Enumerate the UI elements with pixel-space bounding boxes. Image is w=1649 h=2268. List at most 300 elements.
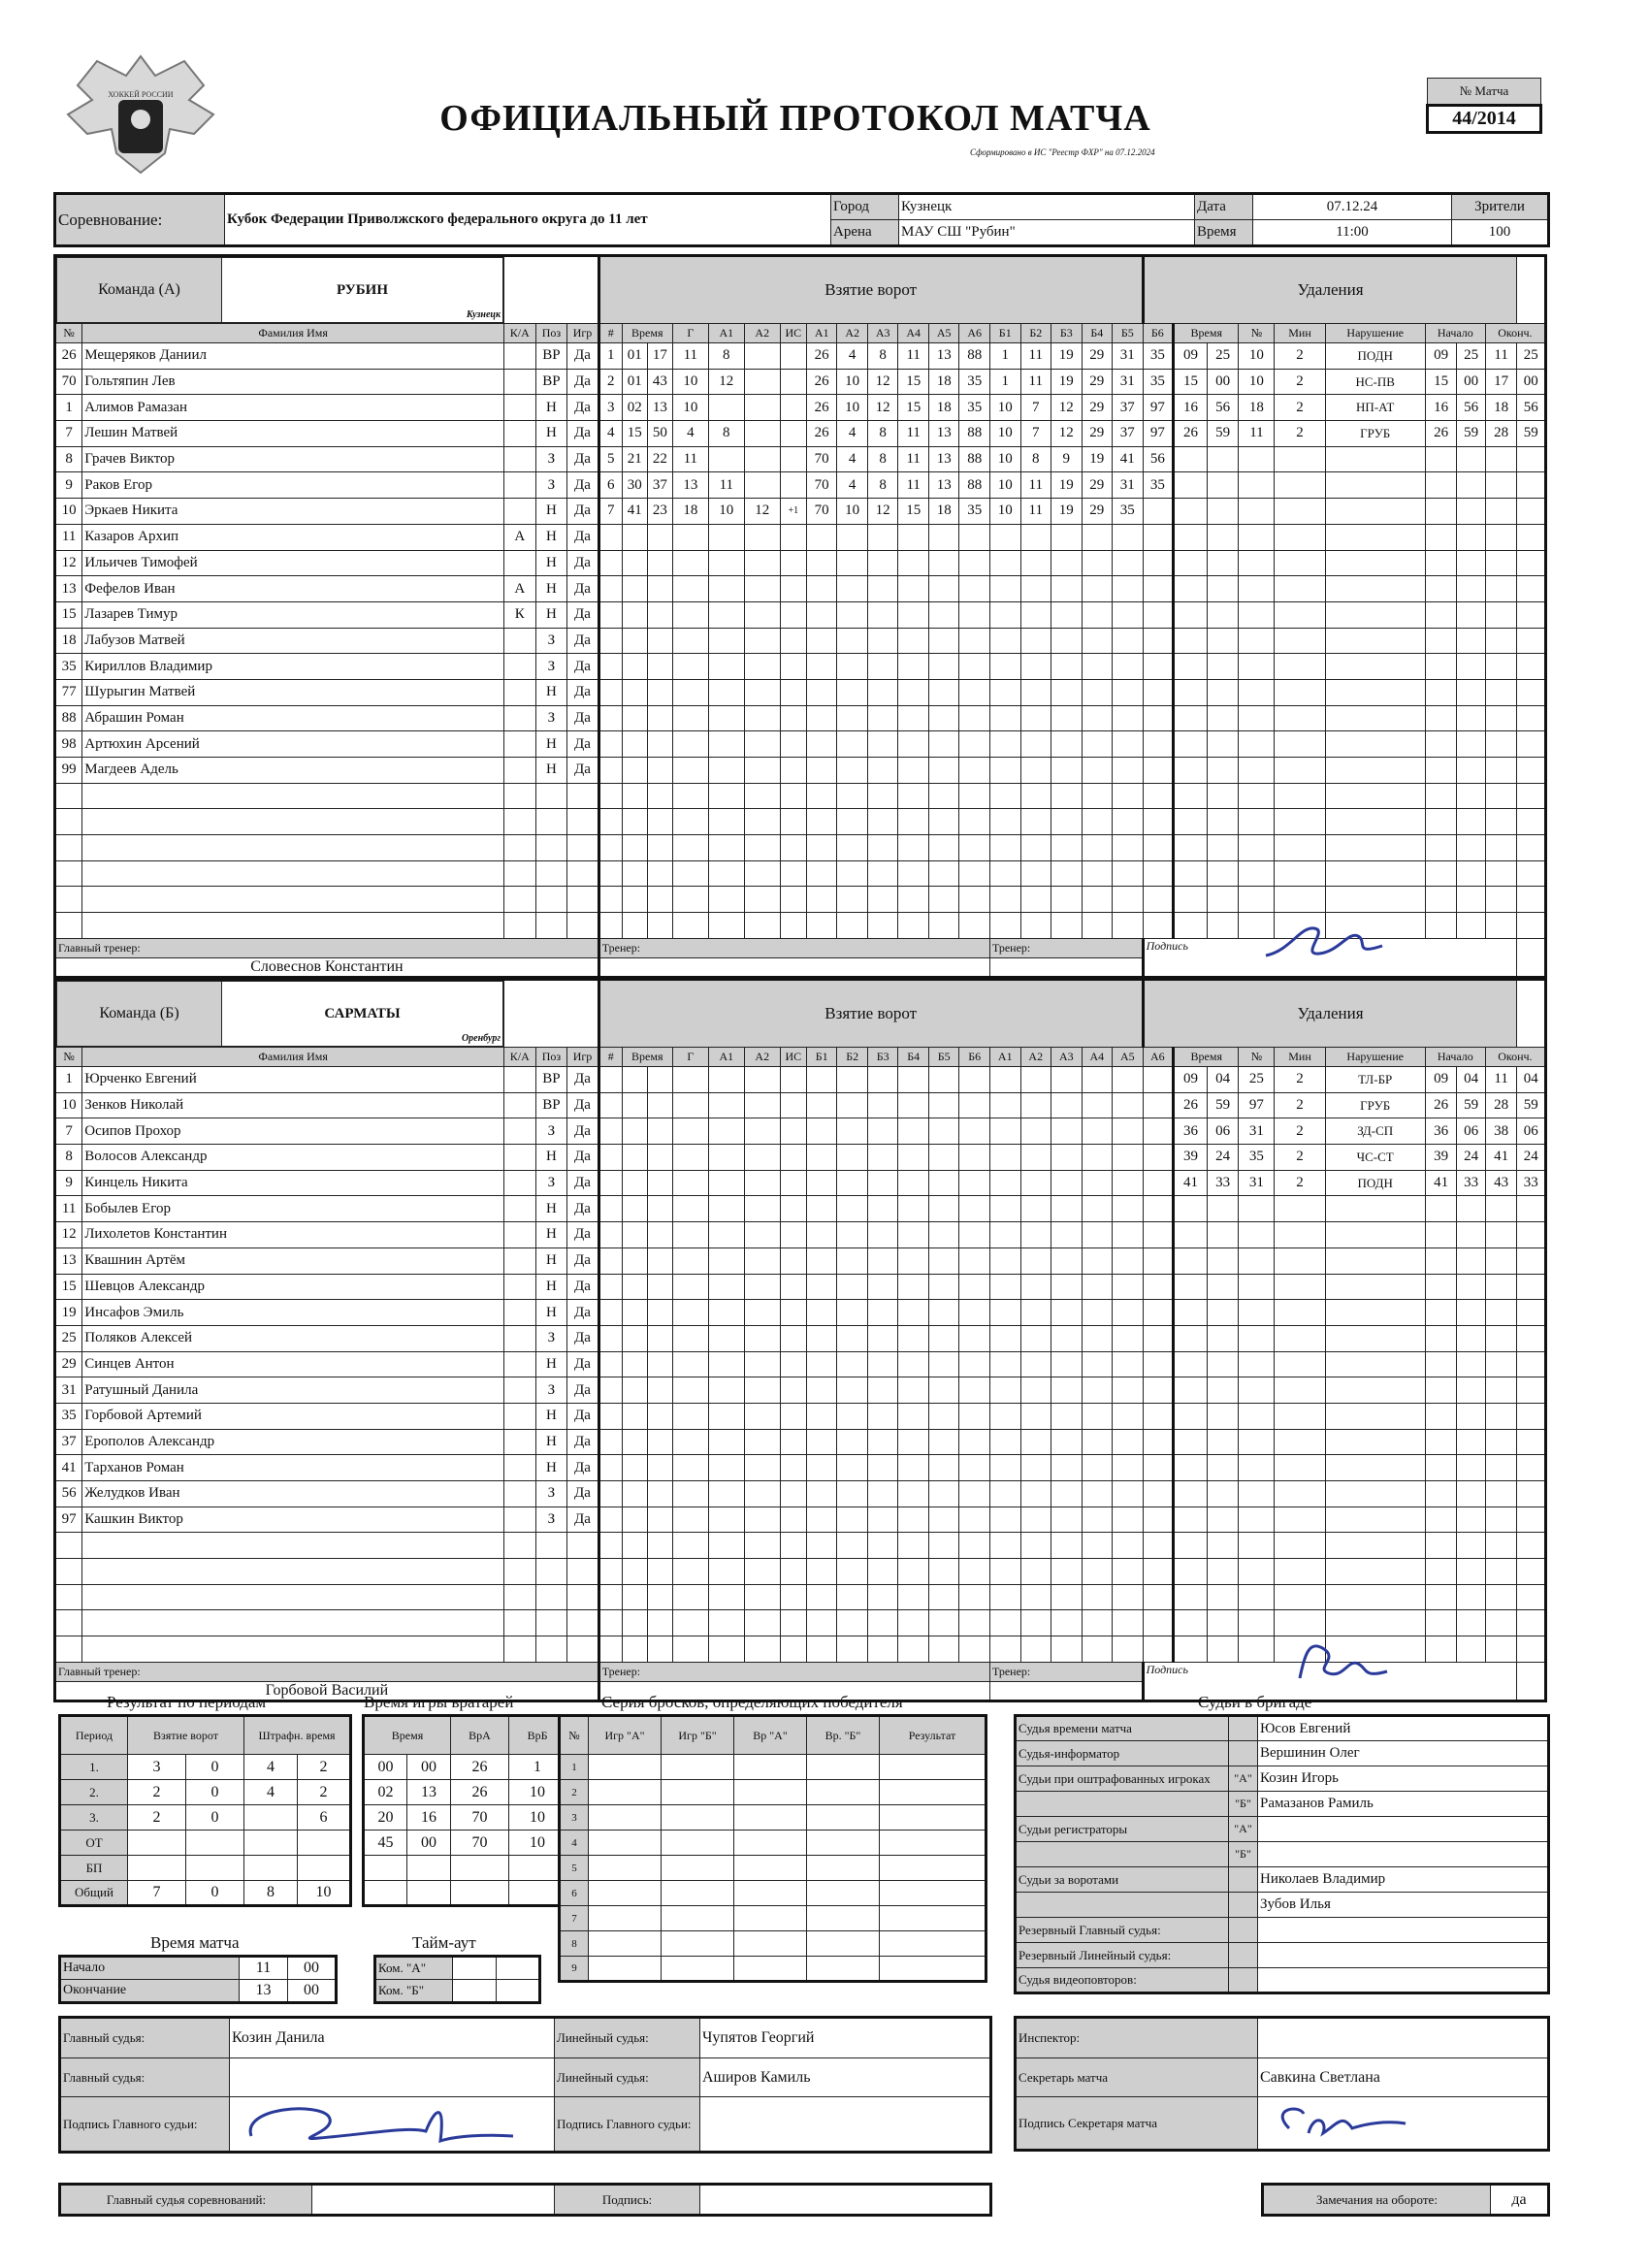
table-row	[364, 1805, 567, 1831]
pen-n: 18	[1239, 395, 1275, 421]
goal-no: 1	[598, 343, 622, 370]
table-row	[55, 1610, 1546, 1636]
team_b-city: Оренбург	[461, 1033, 501, 1044]
date-value: 07.12.24	[1253, 194, 1452, 220]
player-played: Да	[567, 421, 599, 447]
shootout-table	[558, 1714, 987, 1983]
player-pos: Н	[535, 576, 567, 602]
official-tag: "А"	[1229, 1766, 1258, 1792]
line-referee-1: Чупятов Георгий	[700, 2018, 991, 2058]
team_a-label: Команда (А)	[57, 258, 222, 323]
pen-ss: 00	[1207, 369, 1239, 395]
period-goals-a: 7	[128, 1881, 186, 1906]
player-played: Да	[567, 1455, 599, 1481]
match-end-label: Окончание	[60, 1980, 240, 2003]
player-played: Да	[567, 1092, 599, 1118]
player-ka	[504, 1145, 536, 1171]
secretary-label: Секретарь матча	[1016, 2058, 1258, 2097]
pen-min: 2	[1275, 343, 1325, 370]
player-number: 11	[55, 524, 82, 550]
player-ka	[504, 679, 536, 705]
shootout-no: 4	[560, 1831, 589, 1856]
team_b-label: Команда (Б)	[57, 982, 222, 1047]
goal-onice: 10	[989, 499, 1020, 525]
col-pos: Поз	[535, 1048, 567, 1067]
pen-viol: ГРУБ	[1325, 1092, 1425, 1118]
player-pos: З	[535, 1377, 567, 1404]
table-row	[60, 1780, 351, 1805]
table-row	[55, 499, 1546, 525]
remarks-value: да	[1491, 2185, 1549, 2216]
table-row	[55, 1455, 1546, 1481]
goal-no: 6	[598, 472, 622, 499]
team_b-coach2-label: Тренер:	[989, 1662, 1143, 1681]
player-number: 7	[55, 421, 82, 447]
team_b-sign-label: Подпись	[1143, 1662, 1517, 1701]
goal-onice: 18	[928, 395, 959, 421]
pen-n: 31	[1239, 1118, 1275, 1145]
col-pen-2: Мин	[1275, 324, 1325, 343]
team_b-goals-title: Взятие ворот	[598, 980, 1143, 1048]
official-value: Николаев Владимир	[1258, 1867, 1549, 1893]
goal-onice: 31	[1113, 369, 1144, 395]
goalie-b: 10	[509, 1780, 567, 1805]
player-name: Казаров Архип	[82, 524, 504, 550]
official-label	[1016, 1893, 1229, 1918]
player-number: 41	[55, 1455, 82, 1481]
pen-ss: 59	[1207, 1092, 1239, 1118]
timeout-table	[373, 1955, 541, 2004]
pen-emm: 28	[1485, 1092, 1517, 1118]
goal-onice: 8	[867, 446, 898, 472]
team_b-table	[53, 978, 1547, 1702]
goal-a1: 11	[708, 472, 744, 499]
timeout-a-label: Ком. "А"	[375, 1957, 453, 1980]
player-number: 35	[55, 654, 82, 680]
goal-is	[780, 395, 806, 421]
col-shootout-2: Игр "Б"	[662, 1716, 734, 1755]
col-goal-time: Время	[622, 1048, 672, 1067]
shootout-title: Серия бросков, определяющих победителя	[601, 1693, 903, 1711]
goal-onice: 4	[837, 446, 868, 472]
player-played: Да	[567, 1403, 599, 1429]
col-onice: Б6	[1143, 324, 1174, 343]
player-played: Да	[567, 550, 599, 576]
table-row	[1016, 1918, 1549, 1943]
pen-mm: 39	[1174, 1145, 1208, 1171]
pen-sss: 04	[1457, 1067, 1485, 1093]
goal-onice: 19	[1051, 343, 1083, 370]
table-row	[1016, 1792, 1549, 1817]
player-pos: Н	[535, 1455, 567, 1481]
shootout-no: 6	[560, 1881, 589, 1906]
team_b-head-coach-label: Главный тренер:	[55, 1662, 599, 1681]
team_b-name-text: САРМАТЫ	[324, 1005, 401, 1021]
col-ka: К/А	[504, 1048, 536, 1067]
player-ka	[504, 628, 536, 654]
match-number-label: № Матча	[1428, 79, 1541, 106]
goal-onice: 10	[989, 421, 1020, 447]
table-row	[55, 1533, 1546, 1559]
player-pos: Н	[535, 1222, 567, 1248]
match-number-box	[1426, 78, 1542, 134]
team_b-penalties-title: Удаления	[1143, 980, 1517, 1048]
table-row	[55, 1145, 1546, 1171]
official-value	[1258, 1842, 1549, 1867]
col-pen-1: №	[1239, 324, 1275, 343]
inspector-label: Инспектор:	[1016, 2018, 1258, 2058]
match-start-h: 11	[240, 1957, 288, 1980]
goal-min: 21	[622, 446, 647, 472]
player-name: Ерополов Александр	[82, 1429, 504, 1455]
goal-onice: 26	[806, 369, 837, 395]
player-name: Лабузов Матвей	[82, 628, 504, 654]
table-row	[55, 783, 1546, 809]
period-label: БП	[60, 1856, 128, 1881]
goal-onice: 11	[898, 472, 929, 499]
table-row	[1016, 1842, 1549, 1867]
official-value	[1258, 1817, 1549, 1842]
player-ka	[504, 395, 536, 421]
period-label: 3.	[60, 1805, 128, 1831]
table-row	[55, 1118, 1546, 1145]
table-row	[55, 1377, 1546, 1404]
table-row	[55, 1170, 1546, 1196]
goal-a2	[744, 421, 780, 447]
goal-a2	[744, 472, 780, 499]
player-pos: З	[535, 628, 567, 654]
table-row	[560, 1780, 986, 1805]
pen-ess: 06	[1517, 1118, 1546, 1145]
pen-smm: 26	[1425, 421, 1457, 447]
player-played: Да	[567, 369, 599, 395]
chief-referee-2-label: Главный судья:	[60, 2058, 230, 2097]
team_a-sign-label: Подпись	[1143, 938, 1517, 977]
player-number: 10	[55, 499, 82, 525]
table-row	[55, 1067, 1546, 1093]
player-number: 70	[55, 369, 82, 395]
player-name: Ратушный Данила	[82, 1377, 504, 1404]
table-row	[560, 1755, 986, 1780]
goal-a1: 8	[708, 343, 744, 370]
player-played: Да	[567, 343, 599, 370]
col-num: №	[55, 1048, 82, 1067]
player-played: Да	[567, 1351, 599, 1377]
official-tag	[1229, 1918, 1258, 1943]
player-name: Осипов Прохор	[82, 1118, 504, 1145]
goal-onice: 29	[1082, 395, 1113, 421]
goal-onice: 10	[989, 395, 1020, 421]
pen-ss: 04	[1207, 1067, 1239, 1093]
goal-sec: 23	[647, 499, 672, 525]
period-goals-a	[128, 1831, 186, 1856]
player-ka	[504, 1377, 536, 1404]
player-pos: З	[535, 1170, 567, 1196]
col-num: №	[55, 324, 82, 343]
col-goal-3: А1	[708, 324, 744, 343]
goal-onice: 19	[1082, 446, 1113, 472]
goal-onice: 8	[867, 472, 898, 499]
goal-onice: 10	[989, 446, 1020, 472]
col-goal-2: Г	[672, 1048, 708, 1067]
goal-sec: 17	[647, 343, 672, 370]
goalie-a	[451, 1881, 509, 1906]
player-pos: З	[535, 1118, 567, 1145]
goal-onice	[1143, 499, 1174, 525]
arena-label: Арена	[831, 220, 899, 246]
shootout-no: 8	[560, 1931, 589, 1957]
pen-mm: 26	[1174, 1092, 1208, 1118]
col-pen-5: Оконч.	[1485, 324, 1545, 343]
table-row	[55, 705, 1546, 731]
pen-ss: 06	[1207, 1118, 1239, 1145]
pen-mm: 09	[1174, 1067, 1208, 1093]
goal-onice: 70	[806, 499, 837, 525]
goal-min: 01	[622, 369, 647, 395]
table-row	[560, 1805, 986, 1831]
player-pos: Н	[535, 1300, 567, 1326]
goal-sec: 22	[647, 446, 672, 472]
goalie-a: 26	[451, 1780, 509, 1805]
pen-sss: 25	[1457, 343, 1485, 370]
player-ka	[504, 731, 536, 758]
sign-secretary-label: Подпись Секретаря матча	[1016, 2097, 1258, 2151]
official-label: Судьи за воротами	[1016, 1867, 1229, 1893]
goal-onice: 15	[898, 369, 929, 395]
table-row	[1016, 1968, 1549, 1993]
official-tag: "А"	[1229, 1817, 1258, 1842]
player-played: Да	[567, 1067, 599, 1093]
player-played: Да	[567, 472, 599, 499]
player-pos: ВР	[535, 1067, 567, 1093]
pen-viol: ПОДН	[1325, 1170, 1425, 1196]
team_b-name	[222, 982, 503, 1047]
goal-onice: 7	[1020, 395, 1051, 421]
col-onice: А3	[1051, 1048, 1083, 1067]
table-row	[1016, 1943, 1549, 1968]
pen-emm: 41	[1485, 1145, 1517, 1171]
col-onice: Б6	[959, 1048, 990, 1067]
player-name: Волосов Александр	[82, 1145, 504, 1171]
col-goalie-a: ВрА	[451, 1716, 509, 1755]
player-ka	[504, 343, 536, 370]
goal-no: 4	[598, 421, 622, 447]
player-name: Тарханов Роман	[82, 1455, 504, 1481]
goal-onice: 37	[1113, 421, 1144, 447]
goal-min: 15	[622, 421, 647, 447]
goal-onice: 35	[1143, 343, 1174, 370]
player-ka	[504, 1455, 536, 1481]
goalie-mm: 45	[364, 1831, 407, 1856]
player-ka: К	[504, 601, 536, 628]
player-name: Грачев Виктор	[82, 446, 504, 472]
goal-scorer: 13	[672, 472, 708, 499]
goal-onice: 88	[959, 343, 990, 370]
match-number: 44/2014	[1428, 106, 1541, 133]
pen-sss: 59	[1457, 1092, 1485, 1118]
table-row	[60, 1755, 351, 1780]
pen-min: 2	[1275, 369, 1325, 395]
col-onice: Б2	[837, 1048, 868, 1067]
col-onice: Б1	[806, 1048, 837, 1067]
goalie-b: 10	[509, 1831, 567, 1856]
player-number: 12	[55, 1222, 82, 1248]
goal-onice: 29	[1082, 421, 1113, 447]
goal-onice: 15	[898, 499, 929, 525]
pen-sss: 24	[1457, 1145, 1485, 1171]
goalie-mm	[364, 1881, 407, 1906]
col-goal-0: #	[598, 324, 622, 343]
goal-scorer: 18	[672, 499, 708, 525]
spectators-label: Зрители	[1452, 194, 1549, 220]
player-played: Да	[567, 731, 599, 758]
pen-smm: 15	[1425, 369, 1457, 395]
table-row	[560, 1881, 986, 1906]
player-number: 26	[55, 343, 82, 370]
col-shootout-5: Результат	[880, 1716, 986, 1755]
player-played: Да	[567, 628, 599, 654]
player-played: Да	[567, 446, 599, 472]
goalie-mm	[364, 1856, 407, 1881]
table-row	[55, 1300, 1546, 1326]
player-name: Абрашин Роман	[82, 705, 504, 731]
goal-onice: 12	[1051, 421, 1083, 447]
shootout-no: 9	[560, 1957, 589, 1982]
goal-onice: 26	[806, 343, 837, 370]
period-pim-a: 4	[244, 1755, 298, 1780]
player-ka	[504, 1429, 536, 1455]
team_a-head-coach-label: Главный тренер:	[55, 938, 599, 957]
city-label: Город	[831, 194, 899, 220]
table-row	[55, 1092, 1546, 1118]
pen-mm: 26	[1174, 421, 1208, 447]
player-ka	[504, 1325, 536, 1351]
period-goals-b	[186, 1856, 244, 1881]
col-onice: А1	[989, 1048, 1020, 1067]
pen-smm: 09	[1425, 343, 1457, 370]
player-name: Кашкин Виктор	[82, 1507, 504, 1533]
pen-ess: 24	[1517, 1145, 1546, 1171]
pen-emm: 43	[1485, 1170, 1517, 1196]
pen-ss: 59	[1207, 421, 1239, 447]
col-pen-0: Время	[1174, 324, 1239, 343]
pen-mm: 15	[1174, 369, 1208, 395]
goal-onice: 35	[1143, 472, 1174, 499]
player-pos: З	[535, 446, 567, 472]
arena-value: МАУ СШ "Рубин"	[899, 220, 1195, 246]
pen-viol: ГРУБ	[1325, 421, 1425, 447]
period-goals-b: 0	[186, 1780, 244, 1805]
goal-onice: 4	[837, 343, 868, 370]
player-played: Да	[567, 1196, 599, 1222]
player-number: 19	[55, 1300, 82, 1326]
match-end-m: 00	[288, 1980, 337, 2003]
goal-onice: 31	[1113, 343, 1144, 370]
pen-ess: 00	[1517, 369, 1546, 395]
player-name: Синцев Антон	[82, 1351, 504, 1377]
table-row	[55, 1274, 1546, 1300]
team_b-name-cell	[55, 980, 504, 1048]
goal-onice: 26	[806, 395, 837, 421]
col-shootout-3: Вр "А"	[734, 1716, 807, 1755]
goal-a2	[744, 343, 780, 370]
goal-scorer: 10	[672, 369, 708, 395]
match-time-title: Время матча	[150, 1933, 240, 1952]
goal-onice: 11	[1020, 472, 1051, 499]
col-shootout-0: №	[560, 1716, 589, 1755]
goalie-a	[451, 1856, 509, 1881]
goal-onice: 97	[1143, 395, 1174, 421]
goal-onice: 12	[1051, 395, 1083, 421]
goal-is	[780, 421, 806, 447]
player-number: 31	[55, 1377, 82, 1404]
official-value	[1258, 1968, 1549, 1993]
goal-a1	[708, 446, 744, 472]
pen-ss: 25	[1207, 343, 1239, 370]
goal-onice: 35	[959, 395, 990, 421]
player-played: Да	[567, 1429, 599, 1455]
pen-ess: 33	[1517, 1170, 1546, 1196]
player-pos: Н	[535, 1247, 567, 1274]
player-played: Да	[567, 524, 599, 550]
table-row	[364, 1881, 567, 1906]
team_a-head-coach: Словеснов Константин	[55, 957, 599, 977]
competition-name: Кубок Федерации Приволжского федерального округа до 11 лет	[225, 194, 831, 246]
col-onice: Б2	[1020, 324, 1051, 343]
player-ka	[504, 1222, 536, 1248]
table-row	[60, 1831, 351, 1856]
table-row	[1016, 1817, 1549, 1842]
goal-sec: 50	[647, 421, 672, 447]
goal-is	[780, 343, 806, 370]
goal-scorer: 4	[672, 421, 708, 447]
competition-label: Соревнование:	[55, 194, 225, 246]
col-pen-0: Время	[1174, 1048, 1239, 1067]
goal-onice: 29	[1082, 369, 1113, 395]
col-pen-2: Мин	[1275, 1048, 1325, 1067]
official-label: Резервный Главный судья:	[1016, 1918, 1229, 1943]
player-played: Да	[567, 1377, 599, 1404]
official-label: Судьи при оштрафованных игроках	[1016, 1766, 1229, 1792]
col-ka: К/А	[504, 324, 536, 343]
official-tag	[1229, 1867, 1258, 1893]
player-ka	[504, 1092, 536, 1118]
goal-onice: 35	[959, 499, 990, 525]
pen-sss: 56	[1457, 395, 1485, 421]
player-pos: Н	[535, 550, 567, 576]
col-goal-0: #	[598, 1048, 622, 1067]
table-row	[55, 1247, 1546, 1274]
pen-emm: 11	[1485, 1067, 1517, 1093]
goal-sec: 43	[647, 369, 672, 395]
goal-is	[780, 446, 806, 472]
goal-onice: 19	[1051, 369, 1083, 395]
sign-chief2-label: Подпись Главного судьи:	[555, 2097, 700, 2153]
goalie-mm: 00	[364, 1755, 407, 1780]
official-label: Судья видеоповторов:	[1016, 1968, 1229, 1993]
time-value: 11:00	[1253, 220, 1452, 246]
table-row	[55, 446, 1546, 472]
player-number: 11	[55, 1196, 82, 1222]
player-number: 37	[55, 1429, 82, 1455]
goal-onice: 88	[959, 472, 990, 499]
player-name: Кириллов Владимир	[82, 654, 504, 680]
timeout-b-label: Ком. "Б"	[375, 1980, 453, 2003]
goalie-a: 26	[451, 1755, 509, 1780]
line-referee-2-label: Линейный судья:	[555, 2058, 700, 2097]
pen-emm: 17	[1485, 369, 1517, 395]
table-row	[55, 835, 1546, 861]
